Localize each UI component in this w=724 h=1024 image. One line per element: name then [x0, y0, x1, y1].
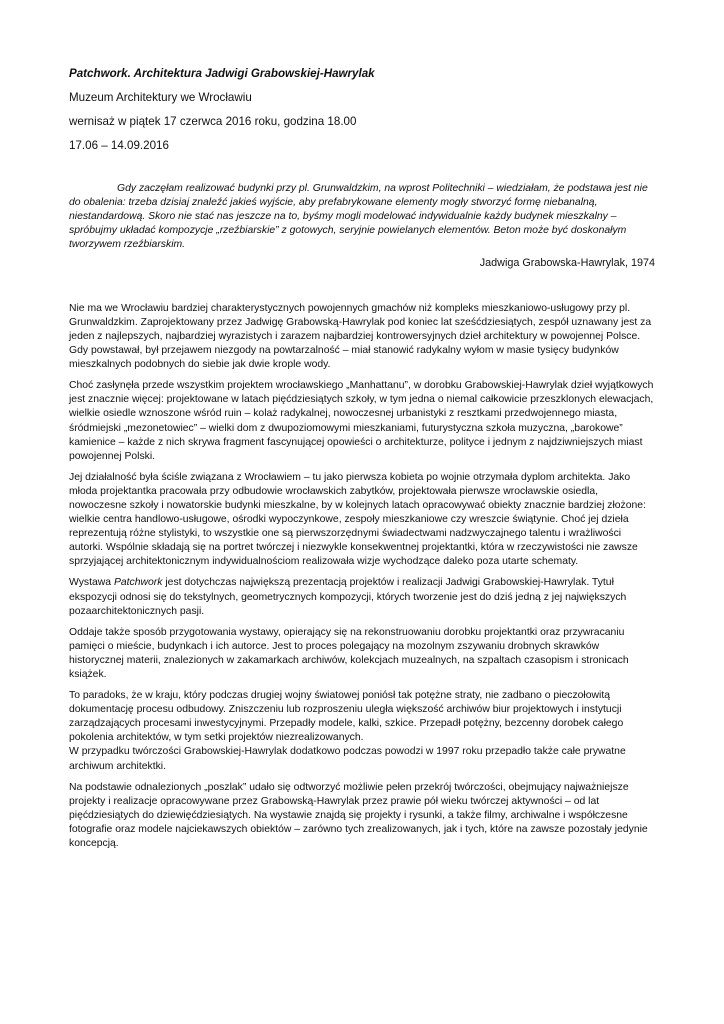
museum-name: Muzeum Architektury we Wrocławiu [69, 91, 252, 104]
paragraph: To paradoks, że w kraju, który podczas drugiej wojny światowej poniósł tak potężne straty, nie zadbano o pieczołowitą dokumentację procesu odbudowy. Zniszczeniu lub rozproszeniu uległa większość archiwów biur projektowych i instytucji zarządzających procesami inwestycyjnymi. Przepadły modele, kalki, szkice. Przepadł potężny, bezcenny dorobek całego pokolenia architektów, w tym setki projektów niezrealizowanych. [69, 690, 624, 744]
epigraph-quote: Gdy zaczęłam realizować budynki przy pl. Grunwaldzkim, na wprost Politechniki – wiedziałam, że podstawa jest nie do obalenia: trzeba dzisiaj znaleźć jakieś wyjście, aby prefabrykowane elementy mogły stworzyć formę niebanalną, niestandardową. Skoro nie stać nas jeszcze na to, byśmy mogli modelować indywidualnie każdy budynek mieszkalny – spróbujmy układać kompozycje „rzeźbiarskie” z gotowych, seryjnie powielanych elementów. Beton może być doskonałym tworzywem rzeźbiarskim. [69, 183, 648, 250]
paragraph: W przypadku twórczości Grabowskiej-Hawrylak dodatkowo podczas powodzi w 1997 roku przepadło także całe prywatne archiwum architektki. [69, 746, 626, 772]
paragraph-text: Wystawa [69, 577, 114, 589]
document-page [69, 66, 655, 858]
article-body [69, 302, 655, 851]
exhibition-dates: 17.06 – 14.09.2016 [69, 139, 169, 152]
paragraph: Oddaje także sposób przygotowania wystawy, opierający się na rekonstruowaniu dorobku projektantki oraz przywracaniu pamięci o mieście, budynkach i ich autorce. Jest to proces polegający na mozolnym zszywaniu drobnych skrawków historycznej materii, znalezionych w zakamarkach archiwów, kolekcjach muzealnych, na szpaltach czasopism i stronicach książek. [69, 626, 629, 681]
opening-info: wernisaż w piątek 17 czerwca 2016 roku, godzina 18.00 [69, 115, 357, 128]
paragraph: Jej działalność była ściśle związana z Wrocławiem – tu jako pierwsza kobieta po wojnie otrzymała dyplom architekta. Jako młoda projektantka pracowała przy odbudowie wrocławskich zabytków, projektowała pierwsze wrocławskie osiedla, nowoczesne szkoły i nowatorskie budynki mieszkalne, by w kolejnych latach opracowywać obiekty znacznie bardziej złożone: wielkie centra handlowo-usługowe, ośrodki wypoczynkowe, zespoły mieszkaniowe czy wreszcie świątynie. Choć jej dzieła reprezentują różne stylistyki, to wszystkie one są pierwszorzędnymi świadectwami nadzwyczajnego talentu i wrażliwości autorki. Wspólnie składają się na portret twórczej i niezwykle konsekwentnej projektantki, która w rzeczywistości nie zawsze sprzyjającej architektonicznym indywidualnościom realizowała wizje wychodzące daleko poza utarte schematy. [69, 471, 646, 568]
paragraph: Na podstawie odnalezionych „poszlak” udało się odtworzyć możliwie pełen przekrój twórczości, obejmujący najważniejsze projekty i realizacje opracowywane przez Grabowską-Hawrylak przez prawie pół wieku twórczej aktywności – od lat pięćdziesiątych do dziewięćdziesiątych. Na wystawie znajdą się projekty i rysunki, a także filmy, archiwalne i współczesne fotografie oraz modele najciekawszych obiektów – zarówno tych zrealizowanych, jak i tych, które na zawsze pozostały jedynie koncepcją. [69, 781, 648, 850]
exhibition-title: Patchwork. Architektura Jadwigi Grabowskiej-Hawrylak [69, 67, 375, 80]
exhibition-name-italic: Patchwork [113, 577, 163, 589]
paragraph: Choć zasłynęła przede wszystkim projektem wrocławskiego „Manhattanu”, w dorobku Grabowskiej-Hawrylak dzieł wyjątkowych jest znacznie więcej: projektowane w latach pięćdziesiątych szkoły, w tym jedna o niemal całkowicie przeszklonych elewacjach, wielkie osiedle wznoszone wśród ruin – kolaż radykalnej, nowoczesnej urbanistyki z resztkami przedwojennego miasta, śródmiejski „mezonetowiec” – wielki dom z dwupoziomowymi mieszkaniami, futurystyczna szkoła muzyczna, „barokowe” kamienice – każde z nich skrywa fragment fascynującej opowieści o architekturze, polityce i jednym z najdziwniejszych miast powojennej Polski. [69, 380, 654, 462]
paragraph-text: jest dotychczas największą prezentacją projektów i realizacji Jadwigi Grabowskiej-Hawrylak. Tytuł ekspozycji odnosi się do tekstylnych, geometrycznych kompozycji, których tworzenie jest do dziś jedną z jej największych pozaarchitektonicznych pasji. [69, 577, 627, 617]
quote-attribution: Jadwiga Grabowska-Hawrylak, 1974 [479, 256, 655, 269]
paragraph [69, 576, 655, 618]
paragraph: Nie ma we Wrocławiu bardziej charakterystycznych powojennych gmachów niż kompleks mieszkaniowo-usługowy przy pl. Grunwaldzkim. Zaprojektowany przez Jadwigę Grabowską-Hawrylak pod koniec lat sześćdziesiątych, zespół uznawany jest za jeden z najlepszych, najbardziej wyrazistych i zarazem najbardziej kontrowersyjnych dzieł architektury w powojennej Polsce. Gdy powstawał, był przejawem niezgody na powtarzalność – miał stanowić radykalny wyłom w masie tysięcy budynków mieszkalnych podobnych do siebie jak dwie krople wody. [69, 302, 652, 371]
